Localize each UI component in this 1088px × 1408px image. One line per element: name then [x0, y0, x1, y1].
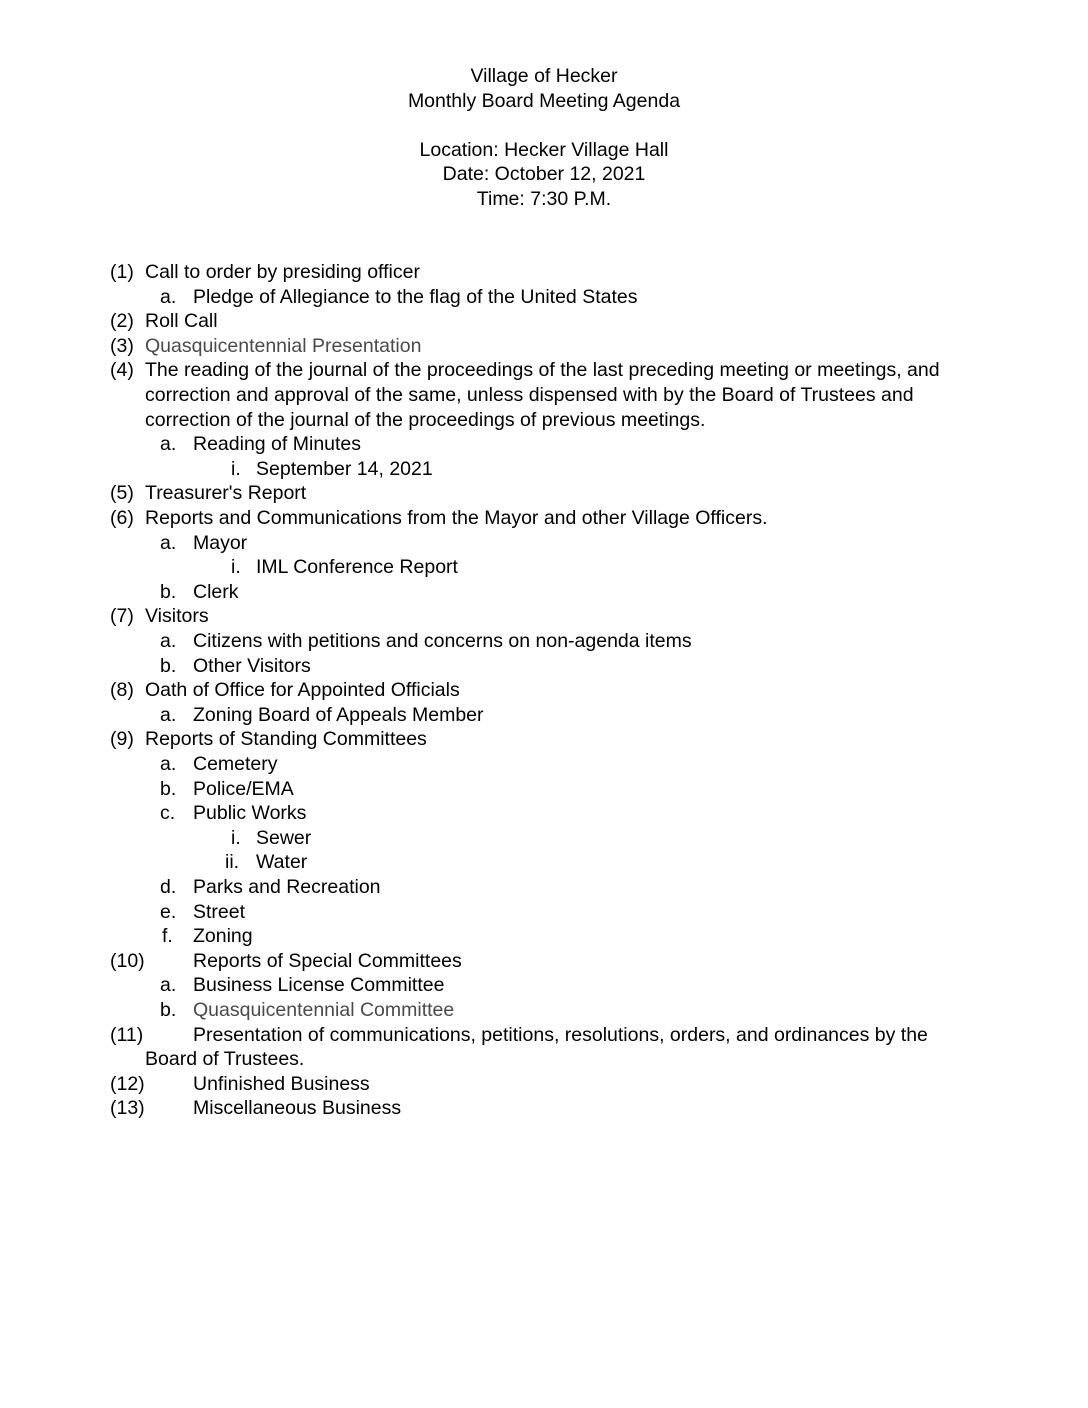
item-text: The reading of the journal of the proceedings of the last preceding meeting or meetings, and: [145, 359, 940, 382]
meeting-location: Location: Hecker Village Hall: [419, 138, 669, 161]
item-number: i.: [231, 556, 241, 579]
item-number: a.: [160, 433, 177, 456]
item-text: Street: [193, 900, 246, 923]
item-text: Reading of Minutes: [193, 433, 362, 456]
item-text: Clerk: [193, 580, 239, 603]
item-number: a.: [160, 703, 177, 726]
item-text: Zoning: [193, 925, 253, 948]
item-text: Citizens with petitions and concerns on non-agenda items: [193, 630, 692, 652]
item-number: (1): [110, 261, 134, 283]
item-text: correction and approval of the same, unless dispensed with by the Board of Trustees and: [145, 384, 914, 406]
item-text: Parks and Recreation: [193, 876, 381, 898]
item-number: (7): [110, 605, 134, 628]
item-number: a.: [160, 531, 177, 554]
item-text: Pledge of Allegiance to the flag of the United States: [193, 285, 638, 308]
item-text: Police/EMA: [193, 777, 294, 800]
item-number: ii.: [225, 851, 240, 874]
item-text: Oath of Office for Appointed Officials: [145, 679, 460, 702]
item-number: (4): [110, 359, 134, 382]
item-text: Sewer: [256, 826, 312, 849]
item-text: Visitors: [145, 605, 209, 628]
item-text: September 14, 2021: [256, 457, 433, 480]
item-text: Miscellaneous Business: [193, 1097, 402, 1120]
item-text: Water: [256, 851, 308, 874]
item-text: Mayor: [193, 531, 248, 554]
item-number: (11): [110, 1023, 144, 1046]
item-text: Cemetery: [193, 753, 278, 775]
item-text: Roll Call: [145, 310, 218, 333]
item-number: a.: [160, 753, 177, 775]
item-number: b.: [160, 580, 177, 603]
item-text: IML Conference Report: [256, 556, 458, 579]
item-number: i.: [231, 457, 241, 480]
item-text: Unfinished Business: [193, 1072, 370, 1095]
item-number: b.: [160, 777, 177, 800]
item-number: (8): [110, 679, 134, 702]
item-number: (5): [110, 482, 134, 505]
item-text: Other Visitors: [193, 654, 311, 677]
item-number: (3): [110, 334, 134, 357]
item-number: a.: [160, 630, 177, 652]
item-number: b.: [160, 654, 177, 677]
item-text: Reports of Standing Committees: [145, 728, 427, 751]
item-number: f.: [162, 925, 173, 948]
item-text: Reports of Special Committees: [193, 949, 462, 972]
item-text: Call to order by presiding officer: [145, 261, 420, 283]
item-number: (2): [110, 310, 134, 333]
item-text: Quasquicentennial Presentation: [145, 334, 422, 357]
item-number: (10): [110, 949, 145, 972]
item-number: (9): [110, 728, 134, 751]
item-text: Public Works: [193, 802, 307, 825]
item-text: correction of the journal of the proceedings of previous meetings.: [145, 408, 706, 431]
item-number: (12): [110, 1072, 145, 1095]
item-number: i.: [231, 826, 241, 849]
header-spacer: [0, 113, 1088, 138]
item-number: (13): [110, 1097, 145, 1120]
item-text: Quasquicentennial Committee: [193, 999, 455, 1021]
item-number: a.: [160, 285, 177, 308]
item-text: Business License Committee: [193, 974, 445, 997]
item-number: a.: [160, 974, 177, 997]
item-number: e.: [160, 900, 177, 923]
village-title: Village of Hecker: [470, 65, 618, 87]
agenda-header: [0, 64, 1088, 212]
item-text: Presentation of communications, petitions, resolutions, orders, and ordinances by the: [193, 1023, 928, 1046]
item-number: c.: [160, 802, 176, 825]
item-text: Reports and Communications from the Mayor and other Village Officers.: [145, 507, 768, 529]
item-number: b.: [160, 999, 177, 1021]
agenda-subtitle: Monthly Board Meeting Agenda: [407, 89, 681, 112]
item-number: d.: [160, 876, 177, 898]
meeting-date: Date: October 12, 2021: [442, 163, 646, 186]
item-text: Treasurer's Report: [145, 482, 307, 505]
item-number: (6): [110, 507, 134, 529]
meeting-time: Time: 7:30 P.M.: [476, 187, 612, 210]
item-text: Zoning Board of Appeals Member: [193, 703, 484, 726]
item-text: Board of Trustees.: [145, 1048, 305, 1071]
